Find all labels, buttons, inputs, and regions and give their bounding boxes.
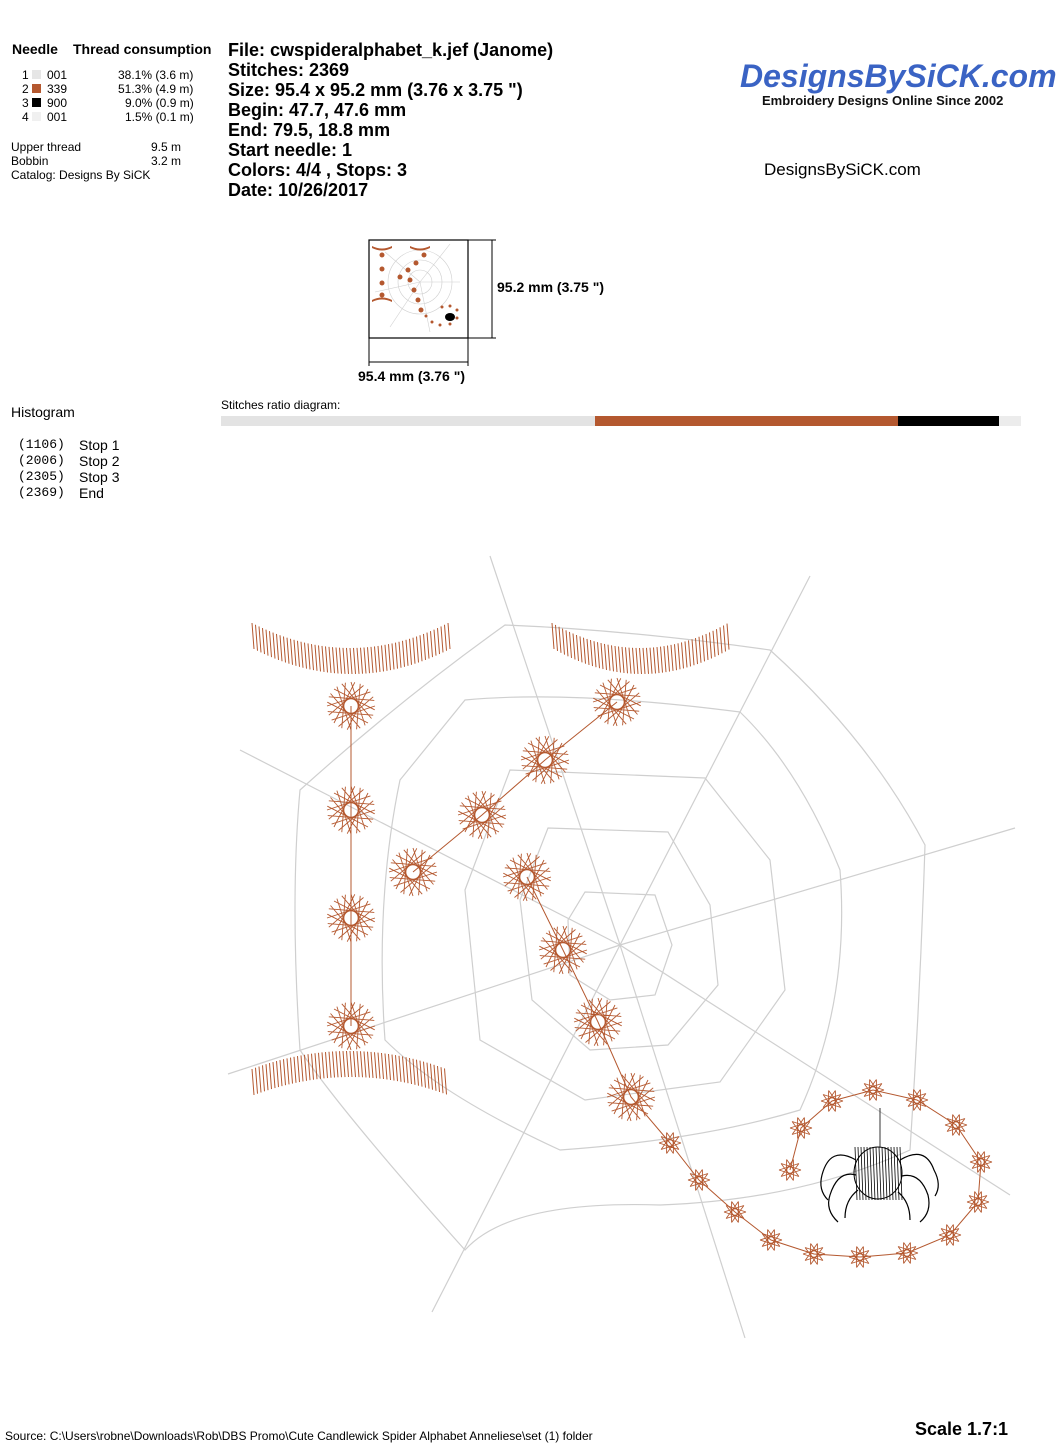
scale-label: Scale 1.7:1 xyxy=(915,1419,1009,1439)
thread-color-swatch xyxy=(32,112,41,121)
letter-k-candlewick xyxy=(252,623,992,1268)
thread-code: 900 xyxy=(47,96,68,110)
ratio-segment xyxy=(221,416,595,426)
width-dimension: 95.4 mm (3.76 ") xyxy=(358,368,466,384)
thread-code: 001 xyxy=(47,110,68,124)
histogram-row xyxy=(18,453,218,469)
stitches-ratio-bar xyxy=(221,416,1021,426)
spider-web xyxy=(228,556,1015,1338)
end-position: End: 79.5, 18.8 mm xyxy=(228,120,391,140)
serif-satin xyxy=(552,623,729,674)
histogram-row xyxy=(18,469,218,485)
histogram-label: Stop 2 xyxy=(79,453,120,469)
needle-number: 4 xyxy=(22,110,29,124)
ratio-segment xyxy=(595,416,898,426)
serif-satin xyxy=(252,623,450,674)
needle-row xyxy=(12,96,212,110)
needle-number: 2 xyxy=(22,82,29,96)
colors-stops: Colors: 4/4 , Stops: 3 xyxy=(228,160,408,180)
upper-thread-label: Upper thread xyxy=(11,140,82,154)
thread-color-swatch xyxy=(32,98,41,107)
upper-thread-value: 9.5 m xyxy=(151,140,182,154)
histogram-count: (2305) xyxy=(18,469,65,484)
histogram-label: Stop 1 xyxy=(79,437,120,453)
embroidery-design-preview xyxy=(220,545,1020,1355)
histogram-list xyxy=(18,437,218,501)
company-logo xyxy=(740,58,1057,108)
needle-number: 1 xyxy=(22,68,29,82)
catalog-label: Catalog: Designs By SiCK xyxy=(11,168,151,182)
ratio-segment xyxy=(898,416,999,426)
needle-table xyxy=(12,68,212,124)
logo-tagline: Embroidery Designs Online Since 2002 xyxy=(762,93,1004,108)
histogram-title: Histogram xyxy=(11,404,75,420)
file-info-block xyxy=(228,40,553,200)
source-path: Source: C:\Users\robne\Downloads\Rob\DBS Promo\Cute Candlewick Spider Alphabet Anneliese\set (1) folder xyxy=(5,1429,593,1443)
thread-code: 339 xyxy=(47,82,68,96)
needle-row xyxy=(12,68,212,82)
thread-percentage: 38.1% (3.6 m) xyxy=(118,68,194,82)
thread-consumption-header: Thread consumption xyxy=(73,41,212,57)
histogram-count: (1106) xyxy=(18,437,65,452)
ratio-diagram-label: Stitches ratio diagram: xyxy=(221,398,341,412)
needle-column-header: Needle xyxy=(12,41,58,57)
histogram-label: End xyxy=(79,485,104,501)
height-dimension: 95.2 mm (3.75 ") xyxy=(497,279,605,295)
bobbin-value: 3.2 m xyxy=(151,154,182,168)
thread-percentage: 1.5% (0.1 m) xyxy=(125,110,194,124)
thread-color-swatch xyxy=(32,70,41,79)
begin-position: Begin: 47.7, 47.6 mm xyxy=(228,100,407,120)
file-name: File: cwspideralphabet_k.jef (Janome) xyxy=(228,40,554,60)
thread-code: 001 xyxy=(47,68,68,82)
design-size: Size: 95.4 x 95.2 mm (3.76 x 3.75 ") xyxy=(228,80,523,100)
thread-percentage: 51.3% (4.9 m) xyxy=(118,82,194,96)
website-label: DesignsBySiCK.com xyxy=(764,160,921,179)
histogram-count: (2006) xyxy=(18,453,65,468)
histogram-label: Stop 3 xyxy=(79,469,120,485)
histogram-count: (2369) xyxy=(18,485,65,500)
needle-number: 3 xyxy=(22,96,29,110)
bobbin-label: Bobbin xyxy=(11,154,49,168)
design-thumbnail xyxy=(360,232,500,352)
thread-percentage: 9.0% (0.9 m) xyxy=(125,96,194,110)
stitch-count: Stitches: 2369 xyxy=(228,60,350,80)
ratio-segment xyxy=(999,416,1021,426)
needle-row xyxy=(12,110,212,124)
serif-satin xyxy=(252,1051,447,1095)
logo-wordmark: DesignsBySiCK.com xyxy=(740,58,1057,94)
spider-motif xyxy=(821,1108,938,1222)
histogram-row xyxy=(18,437,218,453)
histogram-row xyxy=(18,485,218,501)
design-date: Date: 10/26/2017 xyxy=(228,180,369,200)
needle-row xyxy=(12,82,212,96)
start-needle: Start needle: 1 xyxy=(228,140,353,160)
thread-color-swatch xyxy=(32,84,41,93)
